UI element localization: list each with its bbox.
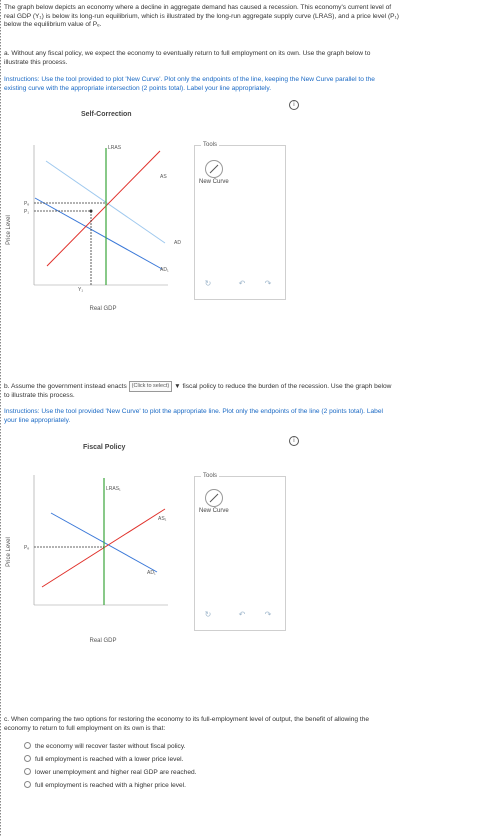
graph2-xlabel: Real GDP [89,638,117,644]
graph1-title: Self-Correction [81,111,132,118]
new-curve-label: New Curve [199,179,229,185]
new-curve-tool[interactable] [205,489,223,507]
part-b-question: b. Assume the government instead enacts (Click to select) ▼ fiscal policy to reduce the burden of the recession. Use the graph below to illustrate this process. [4,381,476,400]
fiscal-policy-select[interactable]: (Click to select) [129,381,173,392]
graph1-lras-label: LRAS [108,145,122,151]
graph1-plot[interactable] [0,140,200,320]
graph1-p1-label: P₁ [24,209,30,215]
new-curve-label: New Curve [199,508,229,514]
graph1-ylabel: Price Level [6,215,12,245]
option-3[interactable]: lower unemployment and higher real GDP are reached. [24,768,197,776]
new-curve-tool[interactable] [205,160,223,178]
graph2-title: Fiscal Policy [83,444,126,451]
graph1-as-curve [47,151,160,266]
graph2-plot[interactable] [0,470,200,650]
info-icon[interactable]: i [289,100,299,110]
tools-label: Tools [203,473,218,479]
part-b-line1: b. Assume the government instead enacts (Click to select) ▼ fiscal policy to reduce the burden of the recession. Use the graph below [4,383,392,390]
radio-button[interactable] [24,768,31,775]
tools-panel-1 [194,142,286,300]
graph2-lras-label: LRAS₁ [106,486,121,492]
pencil-icon [206,490,222,506]
page-border [0,0,1,836]
graph1-ad-label: AD [174,240,181,246]
part-c-question: c. When comparing the two options for restoring the economy to its full-employment level of output, the benefit of allowing the economy to return to full employment on its own is that: [4,716,370,732]
intro-text: The graph below depicts an economy where a decline in aggregate demand has caused a recession. This economy's current level of real GDP (Y₁) is below its long-run equilibrium, which is illustrated by the long-run aggregate supply curve (LRAS), and a price level (P₁) below the equilibrium value of Pₑ. [4,4,400,28]
option-4[interactable]: full employment is reached with a higher price level. [24,781,186,789]
redo-icon[interactable]: ↷ [264,279,272,288]
reset-icon[interactable]: ↻ [204,610,212,619]
option-1[interactable]: the economy will recover faster without fiscal policy. [24,742,186,750]
radio-button[interactable] [24,755,31,762]
graph1-pe-label: Pₑ [24,201,30,207]
graph2-pe-label: Pₑ [24,545,30,551]
redo-icon[interactable]: ↷ [264,610,272,619]
graph2-as-label: AS₁ [158,516,167,522]
pencil-icon [206,161,222,177]
part-b-instructions: Instructions: Use the tool provided 'New Curve' to plot the appropriate line. Plot only the endpoints of the line (2 points total). Label your line appropriately. [4,408,383,424]
radio-button[interactable] [24,742,31,749]
undo-icon[interactable]: ↶ [238,279,246,288]
graph1-as-label: AS [160,174,167,180]
tools-panel-2 [194,473,286,631]
info-icon[interactable]: i [289,436,299,446]
part-a-instructions: Instructions: Use the tool provided to plot 'New Curve'. Plot only the endpoints of the line, keeping the New Curve parallel to the existing curve with the appropriate intersection (2 points total). Label your line appropriately. [4,76,375,92]
tools-label: Tools [203,142,218,148]
graph1-ad1-label: AD₁ [160,267,169,273]
graph1-eq-point [90,210,93,213]
graph2-ad1-label: AD₁ [147,570,156,576]
graph2-ylabel: Price Level [6,537,12,567]
option-2[interactable]: full employment is reached with a lower price level. [24,755,183,763]
undo-icon[interactable]: ↶ [238,610,246,619]
graph1-y1-label: Y₁ [78,287,84,293]
chevron-down-icon[interactable]: ▼ [174,383,181,390]
part-a-question: a. Without any fiscal policy, we expect the economy to eventually return to full employment on its own. Use the graph below to illustrate this process. [4,50,371,66]
reset-icon[interactable]: ↻ [204,279,212,288]
radio-button[interactable] [24,781,31,788]
graph1-xlabel: Real GDP [89,306,117,312]
